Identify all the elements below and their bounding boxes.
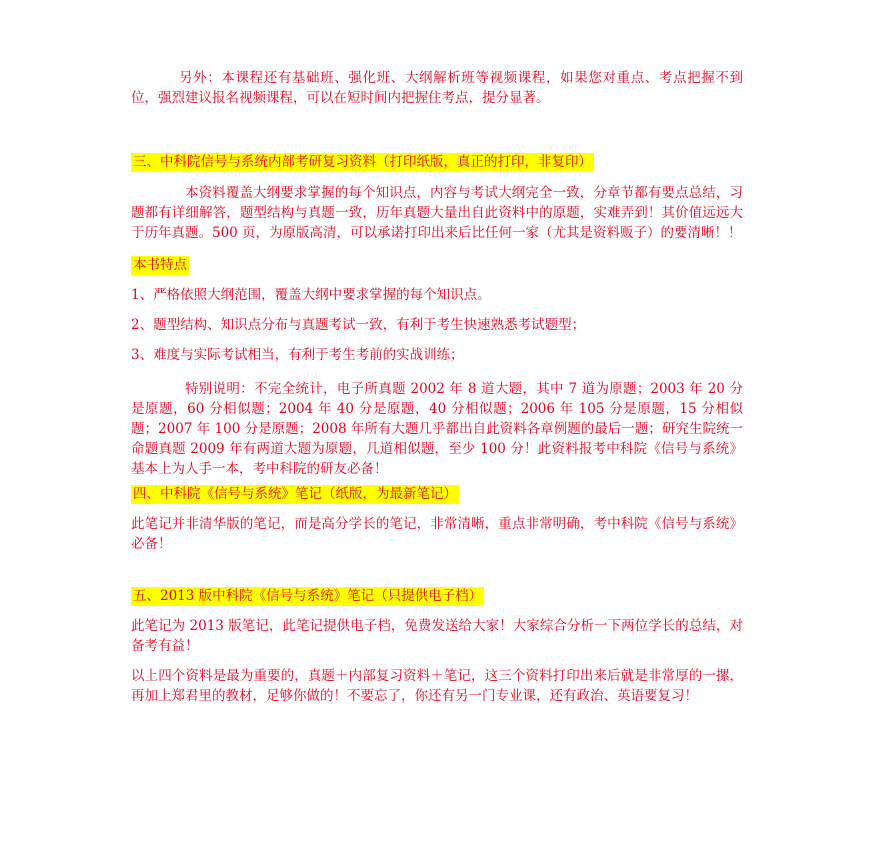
features-heading-text: 本书特点: [133, 257, 187, 273]
closing-paragraph: 以上四个资料是最为重要的，真题＋内部复习资料＋笔记，这三个资料打印出来后就是非常厚的一摞，再加上郑君里的教材，足够你做的！不要忘了，你还有另一门专业课，还有政治、英语要复习！: [131, 668, 743, 704]
section4-body: 此笔记并非清华版的笔记，而是高分学长的笔记，非常清晰，重点非常明确，考中科院《信号与系统》必备！: [131, 516, 743, 552]
section3-heading-text: 三、中科院信号与系统内部考研复习资料（打印纸版，真正的打印，非复印）: [133, 154, 592, 170]
intro-paragraph: 另外：本课程还有基础班、强化班、大纲解析班等视频课程，如果您对重点、考点把握不到位，强烈建议报名视频课程，可以在短时间内把握住考点，提分显著。: [131, 70, 743, 106]
section5-body: 此笔记为 2013 版笔记，此笔记提供电子档，免费发送给大家！大家综合分析一下两位学长的总结，对备考有益！: [131, 618, 743, 654]
document-page: [131, 68, 743, 706]
section5-heading: [131, 586, 743, 606]
feature-item-2: 2、题型结构、知识点分布与真题考试一致，有利于考生快速熟悉考试题型；: [131, 317, 586, 333]
feature-item-1: 1、严格依照大纲范围，覆盖大纲中要求掌握的每个知识点。: [131, 287, 491, 303]
section4-heading: [131, 484, 743, 504]
section3-body: 本资料覆盖大纲要求掌握的每个知识点，内容与考试大纲完全一致，分章节都有要点总结，习题都有详细解答，题型结构与真题一致，历年真题大量出自此资料中的原题，实难弄到！其价值远远大于历年真题。500 页，为原版高清，可以承诺打印出来后比任何一家（尤其是资料贩子）的要清晰！！: [131, 185, 743, 241]
feature-item-3: 3、难度与实际考试相当，有利于考生考前的实战训练；: [131, 347, 464, 363]
section3-heading: [131, 152, 743, 172]
features-note: 特别说明：不完全统计，电子所真题 2002 年 8 道大题，其中 7 道为原题；2003 年 20 分是原题，60 分相似题；2004 年 40 分是原题，40 分相似题；2006 年 105 分是原题，15 分相似题；2007 年 100 分是原题；2008 年所有大题几乎都出自此资料各章例题的最后一题；研究生院统一命题真题 2009 年有两道大题为原题，几道相似题，至少 100 分！此资料报考中科院《信号与系统》基本上为人手一本，考中科院的研友必备！: [131, 381, 743, 477]
section4-heading-text: 四、中科院《信号与系统》笔记（纸版，为最新笔记）: [133, 486, 457, 502]
section5-heading-text: 五、2013 版中科院《信号与系统》笔记（只提供电子档）: [133, 588, 483, 604]
features-heading: [131, 255, 743, 275]
